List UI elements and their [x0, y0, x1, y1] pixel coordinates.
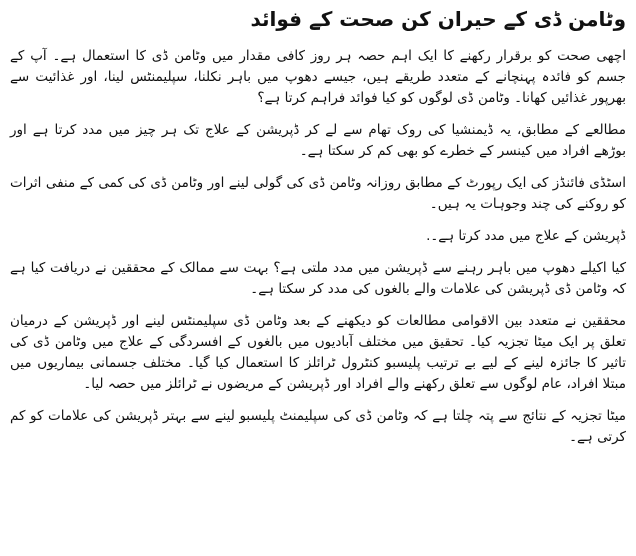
paragraph-meta-analysis: محققین نے متعدد بین الاقوامی مطالعات کو دیکھنے کے بعد وٹامن ڈی سپلیمنٹس لینے اور ڈپریشن کے درمیان تعلق پر ایک میٹا تجزیہ کیا۔ تحقیق میں مختلف آبادیوں میں بالغوں کے افسردگی کے علاج میں وٹامن ڈی کی تاثیر کا جائزہ لینے کے لیے بے ترتیب پلیسبو کنٹرول ٹرائلز کا استعمال کیا گیا۔ مختلف جسمانی بیماریوں میں مبتلا افراد، عام لوگوں سے تعلق رکھنے والے افراد اور ڈپریشن کے مریضوں نے ٹرائلز میں حصہ لیا۔: [10, 313, 626, 392]
paragraph-report: اسٹڈی فائنڈز کی ایک رپورٹ کے مطابق روزانہ وٹامن ڈی کی گولی لینے اور وٹامن ڈی کی کمی کے منفی اثرات کو روکنے کی چند وجوہات یہ ہیں۔: [10, 175, 626, 212]
paragraph-sunlight-question: کیا اکیلے دھوپ میں باہر رہنے سے ڈپریشن میں مدد ملتی ہے؟ بہت سے ممالک کے محققین نے دریافت کیا ہے کہ وٹامن ڈی ڈپریشن کی علامات والے بالغوں کی مدد کر سکتا ہے۔: [10, 260, 626, 297]
paragraph-studies: مطالعے کے مطابق، یہ ڈیمنشیا کی روک تھام سے لے کر ڈپریشن کے علاج تک ہر چیز میں مدد کرتا ہے اور بوڑھے افراد میں کینسر کے خطرے کو بھی کم کر سکتا ہے۔: [10, 122, 626, 159]
paragraph-intro: اچھی صحت کو برقرار رکھنے کا ایک اہم حصہ ہر روز کافی مقدار میں وٹامن ڈی کا استعمال ہے۔ آپ کے جسم کو فائدہ پہنچانے کے متعدد طریقے ہیں، جیسے دھوپ میں باہر نکلنا، سپلیمنٹس لینا، اور غذائیت سے بھرپور غذائیں کھانا۔ وٹامن ڈی لوگوں کو کیا فوائد فراہم کرتا ہے؟: [10, 48, 626, 106]
paragraph-subheading-depression: ڈپریشن کے علاج میں مدد کرتا ہے۔.: [426, 228, 626, 244]
article-title: وٹامن ڈی کے حیران کن صحت کے فوائد: [250, 7, 626, 31]
paragraph-conclusion: میٹا تجزیہ کے نتائج سے پتہ چلتا ہے کہ وٹامن ڈی کی سپلیمنٹ پلیسبو لینے سے بہتر ڈپریشن کی علامات کو کم کرتی ہے۔: [10, 408, 626, 445]
